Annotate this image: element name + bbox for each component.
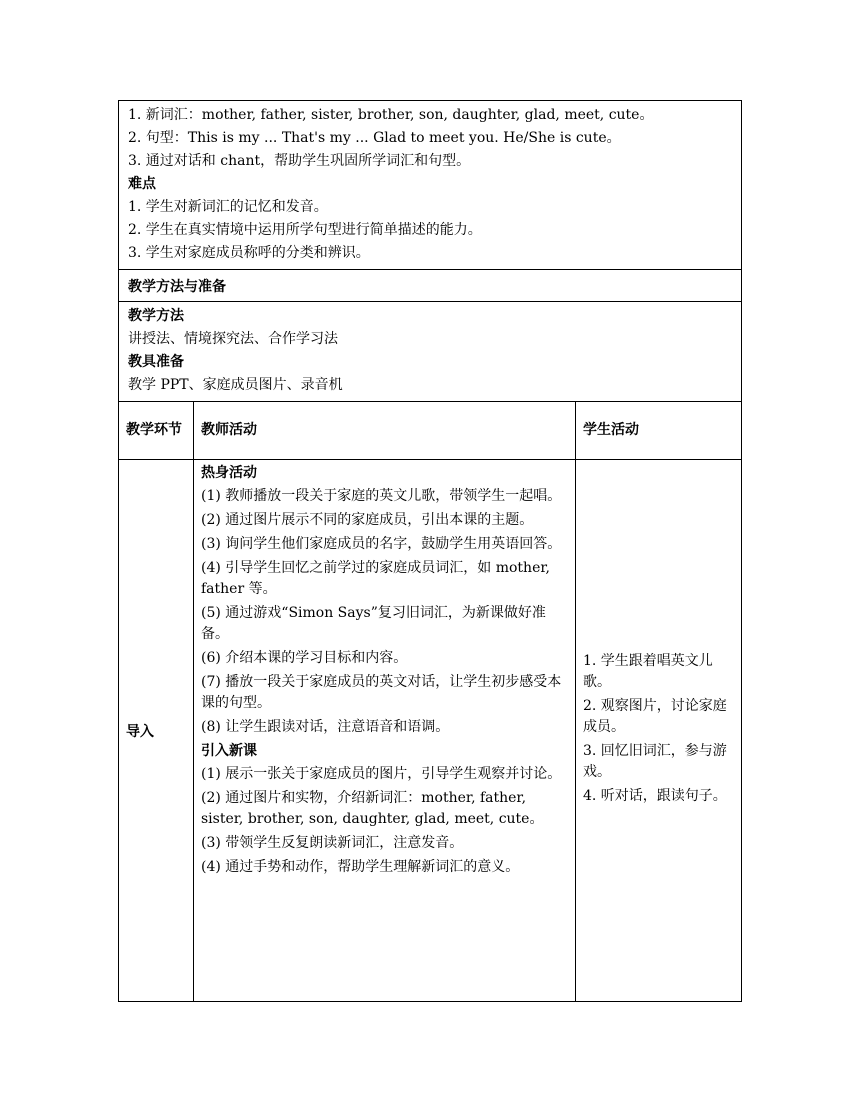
difficulty-2: 2. 学生在真实情境中运用所学句型进行简单描述的能力。	[128, 222, 482, 238]
stage-cell: 导入	[126, 723, 154, 740]
table-row	[119, 459, 741, 1001]
student-activity-item: 2. 观察图片，讨论家庭成员。	[583, 698, 727, 735]
difficulty-3: 3. 学生对家庭成员称呼的分类和辨识。	[128, 245, 370, 261]
difficulty-1: 1. 学生对新词汇的记忆和发音。	[128, 199, 328, 215]
activity-table	[118, 401, 742, 1002]
header-stage: 教学环节	[126, 422, 182, 438]
newlesson-item: (4) 通过手势和动作，帮助学生理解新词汇的意义。	[201, 859, 520, 875]
header-teacher: 教师活动	[193, 402, 575, 459]
key-points-block	[118, 100, 742, 269]
method-heading: 教学方法	[128, 308, 184, 324]
warmup-item: (6) 介绍本课的学习目标和内容。	[201, 650, 408, 666]
methods-section-title: 教学方法与准备	[118, 269, 742, 301]
warmup-item: (3) 询问学生他们家庭成员的名字，鼓励学生用英语回答。	[201, 536, 562, 552]
warmup-heading: 热身活动	[201, 465, 257, 481]
lesson-plan-document	[118, 100, 742, 1002]
student-activity-item: 1. 学生跟着唱英文儿歌。	[583, 653, 713, 690]
table-header-row	[119, 402, 741, 459]
key-point-1: 1. 新词汇：mother, father, sister, brother, son, daughter, glad, meet, cute。	[128, 107, 654, 123]
tools-heading: 教具准备	[128, 354, 184, 370]
newlesson-item: (1) 展示一张关于家庭成员的图片，引导学生观察并讨论。	[201, 766, 562, 782]
warmup-item: (1) 教师播放一段关于家庭的英文儿歌，带领学生一起唱。	[201, 488, 562, 504]
difficulty-heading: 难点	[128, 176, 156, 192]
newlesson-item: (3) 带领学生反复朗读新词汇，注意发音。	[201, 835, 464, 851]
warmup-item: (4) 引导学生回忆之前学过的家庭成员词汇，如 mother, father 等。	[201, 560, 550, 597]
student-activity-item: 3. 回忆旧词汇，参与游戏。	[583, 743, 727, 780]
warmup-item: (2) 通过图片展示不同的家庭成员，引出本课的主题。	[201, 512, 534, 528]
warmup-item: (8) 让学生跟读对话，注意语音和语调。	[201, 719, 450, 735]
key-point-3: 3. 通过对话和 chant，帮助学生巩固所学词汇和句型。	[128, 153, 471, 169]
warmup-item: (5) 通过游戏“Simon Says”复习旧词汇，为新课做好准备。	[201, 605, 546, 642]
newlesson-item: (2) 通过图片和实物，介绍新词汇：mother, father, sister, brother, son, daughter, glad, meet, cute。	[201, 790, 544, 827]
student-activity-item: 4. 听对话，跟读句子。	[583, 788, 727, 804]
tools-text: 教学 PPT、家庭成员图片、录音机	[128, 377, 343, 393]
method-text: 讲授法、情境探究法、合作学习法	[128, 331, 338, 347]
warmup-item: (7) 播放一段关于家庭成员的英文对话，让学生初步感受本课的句型。	[201, 674, 562, 711]
student-activity-list	[583, 651, 734, 810]
student-activity-cell	[575, 460, 741, 1001]
key-point-2: 2. 句型：This is my ... That's my ... Glad to meet you. He/She is cute。	[128, 130, 621, 146]
header-student: 学生活动	[575, 402, 741, 459]
newlesson-heading: 引入新课	[201, 743, 257, 759]
methods-block	[118, 301, 742, 401]
teacher-activity-cell	[193, 460, 575, 1001]
